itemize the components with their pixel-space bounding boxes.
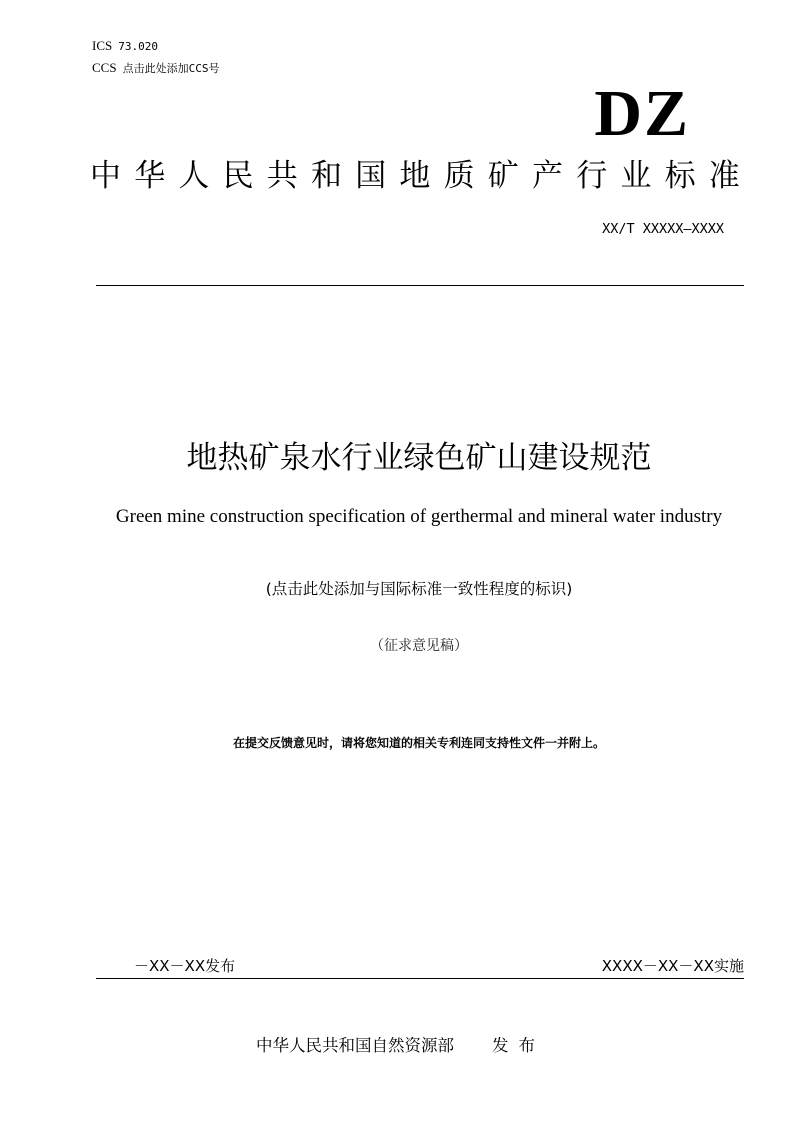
ics-label: ICS	[92, 38, 113, 53]
ics-value: 73.020	[118, 40, 158, 53]
document-title: 地热矿泉水行业绿色矿山建设规范	[186, 440, 652, 476]
implement-date: XXXX－XX－XX实施	[601, 957, 744, 975]
top-divider	[96, 285, 744, 286]
ccs-value[interactable]: 点击此处添加CCS号	[122, 62, 220, 75]
ccs-label: CCS	[92, 60, 117, 75]
document-title-english: Green mine construction specification of gerthermal and mineral water industry	[115, 506, 723, 527]
patent-notice: 在提交反馈意见时，请将您知道的相关专利连同支持性文件一并附上。	[232, 736, 605, 750]
issuer-org: 中华人民共和国自然资源部	[256, 1036, 454, 1055]
draft-status: （征求意见稿）	[370, 638, 468, 654]
standard-category-title: 中华人民共和国地质矿产行业标准	[90, 158, 753, 194]
publish-date: －XX－XX发布	[134, 957, 236, 975]
bottom-divider	[96, 978, 744, 979]
standard-code: XX/T XXXXX—XXXX	[602, 221, 724, 237]
ccs-line	[92, 60, 219, 77]
issuer-action: 发布	[492, 1036, 545, 1055]
conformity-note[interactable]: (点击此处添加与国际标准一致性程度的标识)	[265, 580, 573, 598]
ics-line	[92, 38, 158, 55]
standard-mark: DZ	[594, 77, 690, 150]
issuer-line	[256, 1034, 545, 1058]
